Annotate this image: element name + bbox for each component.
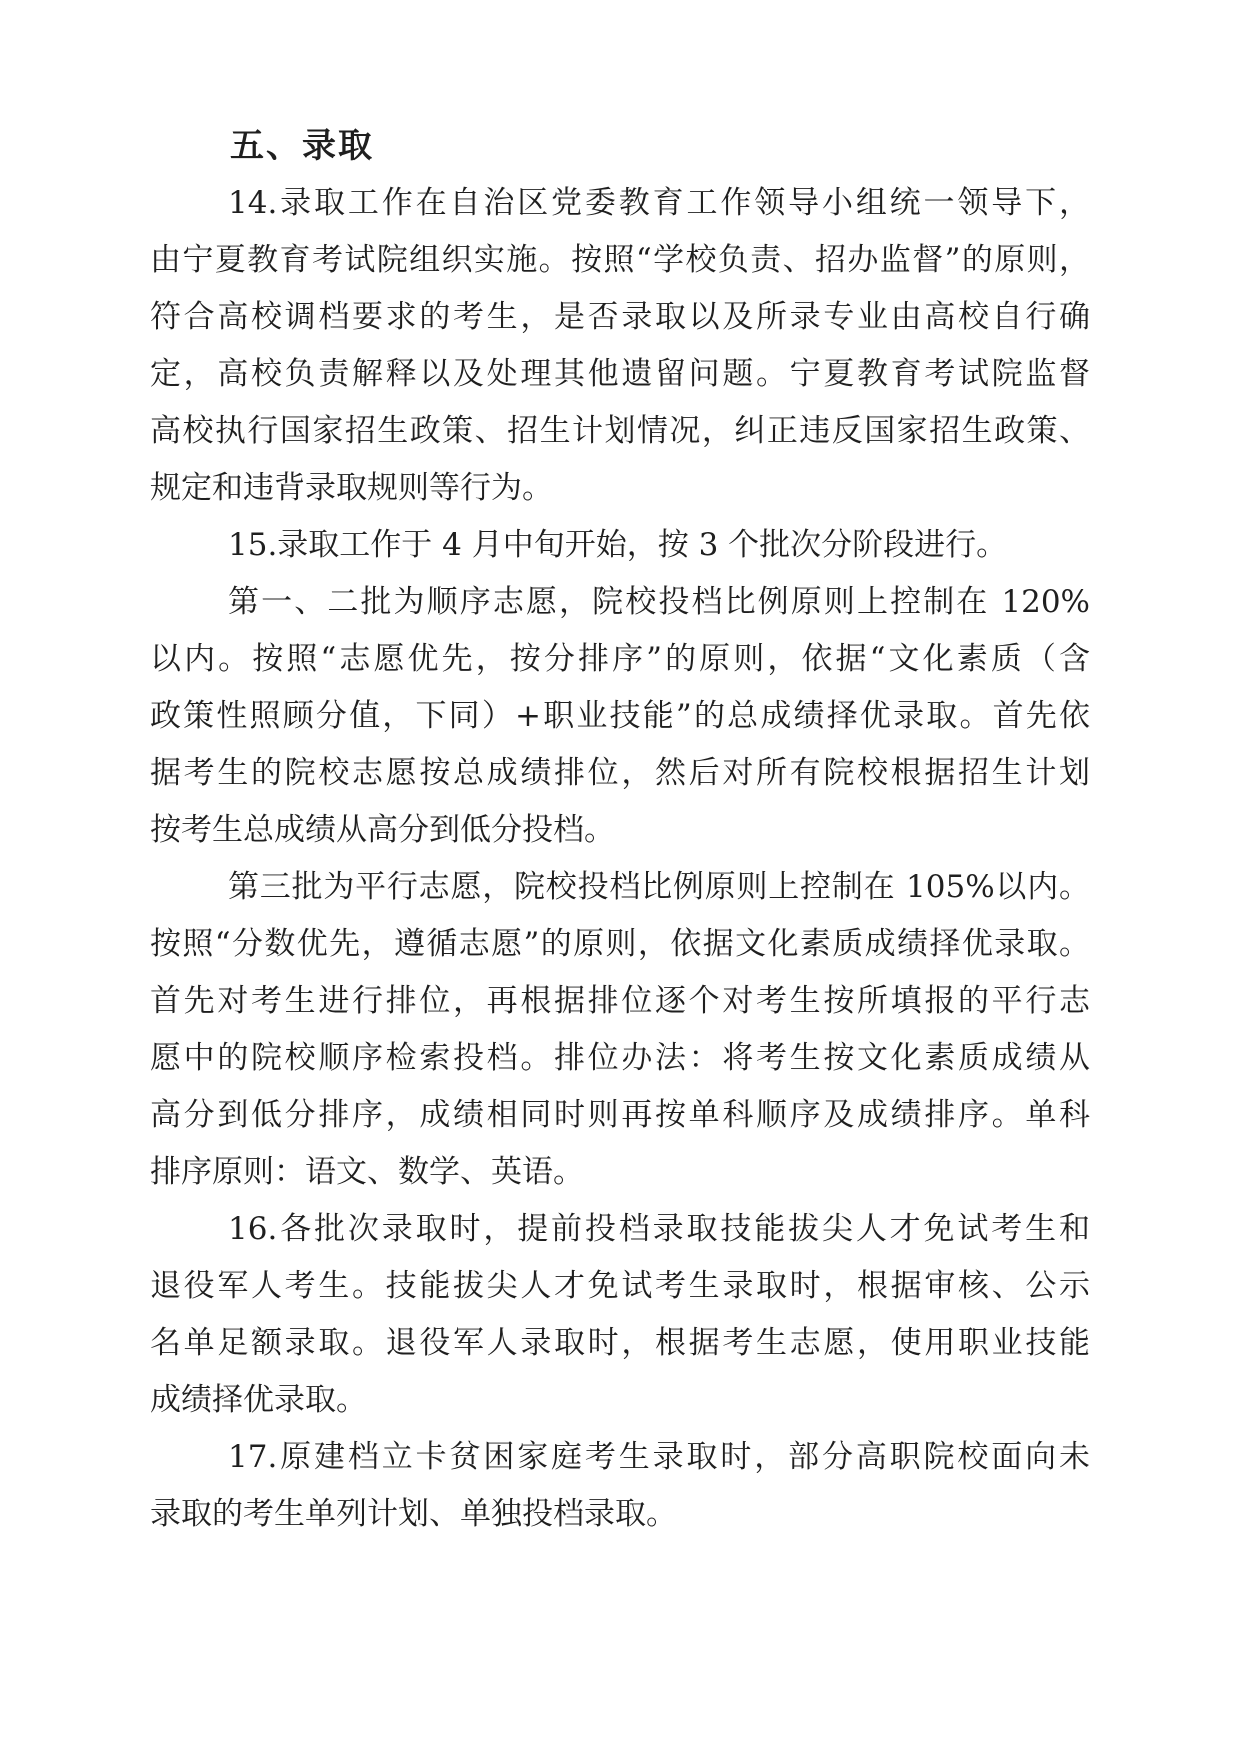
text-line: 16.各批次录取时，提前投档录取技能拔尖人才免试考生和	[228, 1211, 1090, 1247]
text-line: 成绩择优录取。	[150, 1382, 367, 1418]
document-body	[150, 175, 1090, 1543]
text-line: 政策性照顾分值，下同）+职业技能”的总成绩择优录取。首先依	[150, 698, 1090, 734]
text-line: 第一、二批为顺序志愿，院校投档比例原则上控制在 120%	[228, 584, 1090, 620]
text-line: 规定和违背录取规则等行为。	[150, 470, 553, 506]
text-line: 排序原则：语文、数学、英语。	[150, 1154, 584, 1190]
text-line: 首先对考生进行排位，再根据排位逐个对考生按所填报的平行志	[150, 983, 1090, 1019]
text-line: 按照“分数优先，遵循志愿”的原则，依据文化素质成绩择优录取。	[150, 926, 1090, 962]
text-line: 由宁夏教育考试院组织实施。按照“学校负责、招办监督”的原则，	[150, 242, 1090, 278]
text-line: 定，高校负责解释以及处理其他遗留问题。宁夏教育考试院监督	[150, 356, 1090, 392]
text-line: 14.录取工作在自治区党委教育工作领导小组统一领导下，	[228, 185, 1090, 221]
document-content	[150, 118, 1090, 1543]
text-line: 高校执行国家招生政策、招生计划情况，纠正违反国家招生政策、	[150, 413, 1090, 449]
text-line: 第三批为平行志愿，院校投档比例原则上控制在 105%以内。	[228, 869, 1090, 905]
text-line: 名单足额录取。退役军人录取时，根据考生志愿，使用职业技能	[150, 1325, 1090, 1361]
section-heading: 五、录取	[230, 126, 374, 166]
text-line: 以内。按照“志愿优先，按分排序”的原则，依据“文化素质（含	[150, 641, 1090, 677]
text-line: 15.录取工作于 4 月中旬开始，按 3 个批次分阶段进行。	[228, 527, 1008, 563]
text-line: 退役军人考生。技能拔尖人才免试考生录取时，根据审核、公示	[150, 1268, 1090, 1304]
text-line: 17.原建档立卡贫困家庭考生录取时，部分高职院校面向未	[228, 1439, 1090, 1475]
text-line: 愿中的院校顺序检索投档。排位办法：将考生按文化素质成绩从	[150, 1040, 1090, 1076]
text-line: 录取的考生单列计划、单独投档录取。	[150, 1496, 677, 1532]
text-line: 按考生总成绩从高分到低分投档。	[150, 812, 615, 848]
text-line: 据考生的院校志愿按总成绩排位，然后对所有院校根据招生计划	[150, 755, 1090, 791]
text-line: 高分到低分排序，成绩相同时则再按单科顺序及成绩排序。单科	[150, 1097, 1090, 1133]
text-line: 符合高校调档要求的考生，是否录取以及所录专业由高校自行确	[150, 299, 1090, 335]
